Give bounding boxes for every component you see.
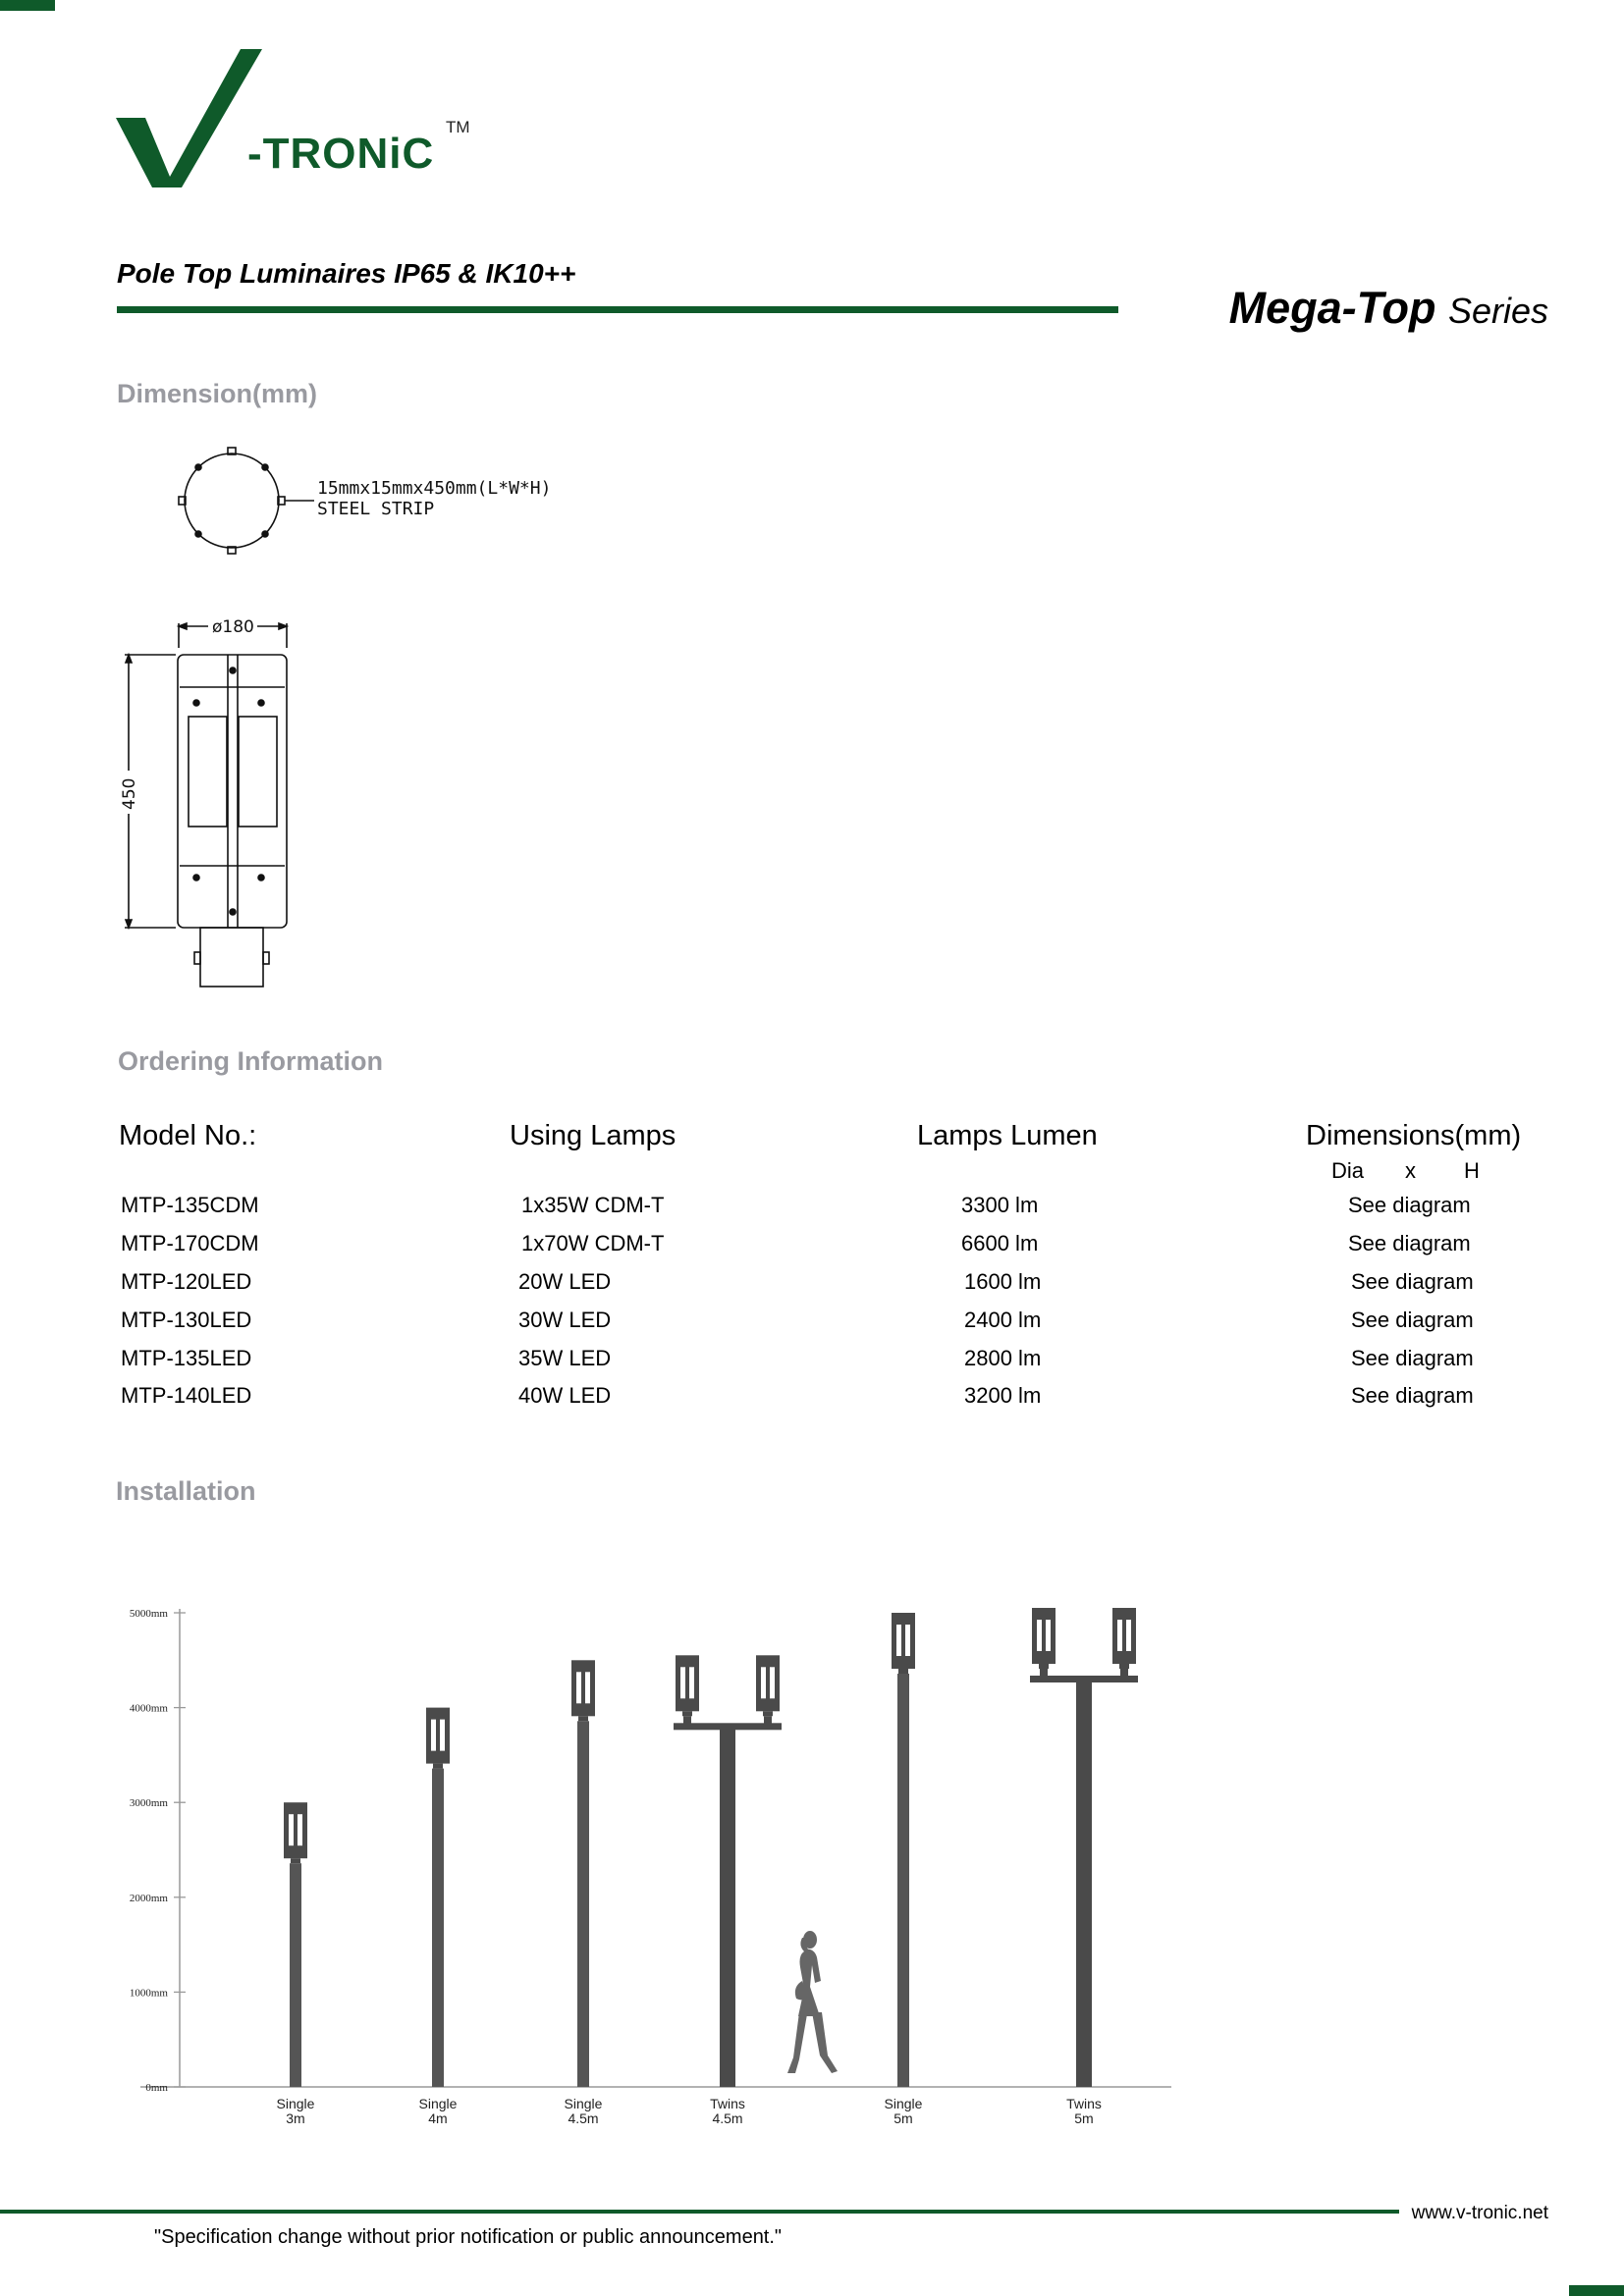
strip-note-line1: 15mmx15mmx450mm(L*W*H) [317,478,552,499]
dim-sub-dia: Dia [1331,1158,1365,1183]
y-tick-label: 1000mm [129,1987,168,2000]
product-subtitle: Pole Top Luminaires IP65 & IK10++ [117,258,576,289]
cell-model: MTP-170CDM [121,1231,259,1255]
dimension-drawing [113,437,584,996]
cell-dims: See diagram [1351,1269,1474,1294]
lamp-neck [682,1711,692,1716]
lamp-window [585,1672,590,1703]
pole-type-label: Single [276,2096,315,2111]
pole-type-label: Single [418,2096,458,2111]
cell-lamps: 1x70W CDM-T [521,1231,665,1255]
pole-crossarm [674,1723,782,1730]
lamp-head [676,1655,699,1711]
lamp-window [1117,1620,1122,1651]
series-word: Series [1447,291,1548,331]
lamp-window [761,1667,766,1698]
website-link[interactable]: www.v-tronic.net [1411,2203,1548,2223]
lamp-neck [1039,1664,1049,1669]
lamp-bracket [683,1716,691,1724]
lamp-bracket [764,1716,772,1724]
cell-model: MTP-140LED [121,1383,252,1408]
installation-heading: Installation [116,1476,256,1506]
lamp-head [756,1655,780,1711]
series-title [1229,283,1548,334]
pole [720,1729,735,2087]
col-lamps-header: Using Lamps [510,1120,677,1151]
lamp-window [1046,1620,1051,1651]
lamp-bracket [1120,1669,1128,1677]
cell-lumen: 2400 lm [964,1308,1042,1332]
lamp-window [770,1667,775,1698]
lamp-window [1037,1620,1042,1651]
lamp-neck [898,1669,908,1674]
series-name: Mega-Top [1228,283,1436,333]
pole-height-label: 5m [1074,2110,1094,2126]
pole [432,1769,444,2087]
cell-lumen: 3200 lm [964,1383,1042,1408]
cell-lamps: 40W LED [518,1383,612,1408]
lamp-window [431,1720,436,1751]
lamp-neck [578,1716,588,1721]
installation-diagram [113,1531,1193,2140]
cell-lamps: 20W LED [518,1269,612,1294]
dim-sub-x: x [1405,1158,1416,1183]
col-lumen-header: Lamps Lumen [917,1120,1098,1151]
y-tick-label: 3000mm [129,1797,168,1810]
corner-accent-top [0,0,55,11]
trademark-mark: TM [446,118,470,136]
lamp-head [892,1613,915,1669]
corner-accent-bottom [1569,2285,1624,2296]
disclaimer-text: "Specification change without prior notification or public announcement." [154,2226,783,2248]
cell-dims: See diagram [1351,1308,1474,1332]
brand-name: -TRONiC [247,130,435,178]
cell-dims: See diagram [1351,1346,1474,1370]
dimension-heading: Dimension(mm) [117,379,318,408]
cell-model: MTP-130LED [121,1308,252,1332]
col-dimensions-header: Dimensions(mm) [1306,1120,1522,1151]
y-tick-label: 2000mm [129,1892,168,1904]
lamp-neck [433,1764,443,1769]
y-tick-label: 4000mm [129,1702,168,1715]
cell-dims: See diagram [1348,1193,1471,1217]
lamp-head [1112,1608,1136,1664]
steel-strip-note [317,478,551,519]
person-silhouette-icon [787,1931,838,2073]
pole-height-label: 4.5m [712,2110,743,2126]
cell-model: MTP-135LED [121,1346,252,1370]
pole-height-label: 5m [893,2110,913,2126]
lamp-window [298,1814,302,1845]
lamp-window [905,1625,910,1656]
lamp-neck [291,1858,300,1863]
cell-dims: See diagram [1348,1231,1471,1255]
dim-sub-h: H [1464,1158,1480,1183]
pole [1076,1682,1092,2087]
lamp-bracket [1040,1669,1048,1677]
pole-height-label: 4m [428,2110,448,2126]
y-tick-label: 0mm [145,2082,168,2094]
lamp-window [896,1625,901,1656]
cell-lumen: 2800 lm [964,1346,1042,1370]
lamp-head [284,1802,307,1858]
cell-lamps: 1x35W CDM-T [521,1193,665,1217]
cell-lamps: 35W LED [518,1346,612,1370]
lamp-window [1126,1620,1131,1651]
lamp-head [426,1708,450,1764]
pole [897,1674,909,2087]
cell-lumen: 6600 lm [961,1231,1039,1255]
y-tick-label: 5000mm [129,1608,168,1620]
footer-divider [0,2210,1399,2214]
height-label: 450 [120,777,139,810]
cell-lamps: 30W LED [518,1308,612,1332]
cell-lumen: 3300 lm [961,1193,1039,1217]
pole-type-label: Single [884,2096,923,2111]
pole-height-label: 3m [286,2110,305,2126]
pole [577,1721,589,2087]
lamp-window [680,1667,685,1698]
lamp-window [440,1720,445,1751]
pole [290,1863,301,2087]
cell-model: MTP-135CDM [121,1193,259,1217]
diameter-label: ø180 [212,617,254,637]
lamp-window [576,1672,581,1703]
pole-height-label: 4.5m [568,2110,599,2126]
lamp-window [289,1814,294,1845]
header-divider [117,306,1118,313]
lamp-head [571,1660,595,1716]
lamp-window [689,1667,694,1698]
ordering-heading: Ordering Information [118,1046,383,1076]
col-model-header: Model No.: [119,1120,257,1151]
strip-note-line2: STEEL STRIP [317,499,435,519]
lamp-head [1032,1608,1056,1664]
pole-crossarm [1030,1676,1138,1682]
pole-type-label: Twins [1066,2096,1102,2111]
lamp-neck [1119,1664,1129,1669]
cell-model: MTP-120LED [121,1269,252,1294]
lamp-neck [763,1711,773,1716]
cell-lumen: 1600 lm [964,1269,1042,1294]
cell-dims: See diagram [1351,1383,1474,1408]
pole-type-label: Single [564,2096,603,2111]
pole-type-label: Twins [710,2096,745,2111]
